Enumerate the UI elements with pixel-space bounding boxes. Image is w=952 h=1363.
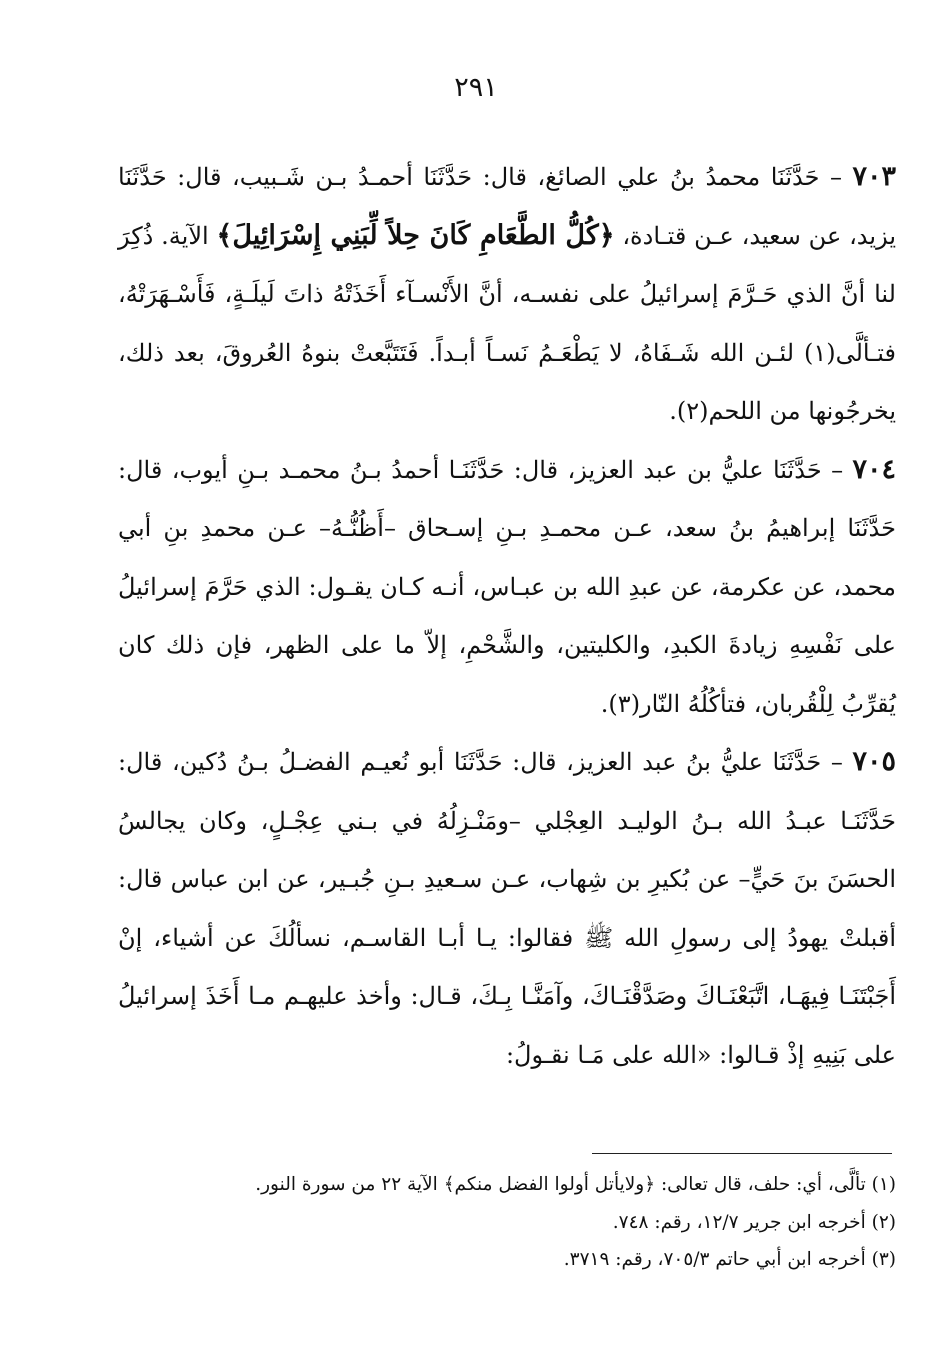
hadith-entry-704 — [118, 441, 896, 734]
footnote-divider — [592, 1153, 892, 1154]
hadith-text-part: – حَدَّثَنَا عليُّ بنُ عبد العزيز، قال: حَدَّثَنَا أبو نُعيـم الفضـلُ بـنُ دُكين، قال: حَدَّثَنَـا عبـدُ الله بـنُ الوليـد العِجْلي –ومَنْـزِلُهُ في بـني عِجْـلٍ، وكان يجالسُ الحسَنَ بنَ حَيٍّ– عن بُكيرِ بن شِهاب، عـن سـعيدِ بـنِ جُبـير، عن ابن عباس قال: أقبلتْ يهودُ إلى رسولِ الله ﷺ فقالوا: يـا أبـا القاسـم، نسألُكَ عن أشياء، إنْ أَجَبْتَنَـا فِيهَـا، اتَّبَعْنَـاكَ وصَدَّقْنَـاكَ، وآمَنَّـا بِـكَ، قـال: وأخذ عليهـم مـا أَخَذَ إسرائيلُ على بَنِيهِ إذْ قـالوا: «الله على مَـا نقـولُ: — [118, 748, 896, 1069]
hadith-text — [118, 148, 896, 1084]
hadith-number: ٧٠٥ — [852, 746, 896, 777]
hadith-text-part: – حَدَّثَنَا محمدُ بنُ علي الصائغ، قال: حَدَّثَنَا أحمـدُ بـن شَـبيب، قال: حَدَّثَنَا يزيد، عن سعيد، عـن قتـادة، — [118, 163, 897, 250]
footnote-3: (٣) أخرجه ابن أبي حاتم ٧٠٥/٣، رقم: ٣٧١٩. — [563, 1249, 896, 1270]
hadith-text-part: الآية. ذُكِرَ لنا أنَّ الذي حَـرَّمَ إسرائيلُ على نفسـه، أنَّ الأَنْسـآء أَخَذَتْهُ ذاتَ لَيلَـةٍ، فَأَسْـهَرَتْهُ، فتـألَّى(١) لئـن الله شَـفَاهُ، لا يَطْعَـمُ نَسـاً أبـداً. فَتَتَبَّعتْ بنوهُ العُروقَ، بعد ذلك، يخرجُونها من اللحم(٢). — [118, 221, 896, 425]
page-number: ٢٩١ — [454, 72, 498, 103]
footnote-1: (١) تألَّى، أي: حلف، قال تعالى: ﴿ولايأتل أولوا الفضل منكم﴾ الآية ٢٢ من سورة النور. — [255, 1174, 896, 1195]
footnotes — [120, 1166, 896, 1279]
hadith-text-part: – حَدَّثَنَا عليُّ بن عبد العزيز، قال: حَدَّثَنَـا أحمدُ بـنُ محمـد بـنِ أيوب، قال: حَدَّثَنَا إبراهيمُ بنُ سعد، عـن محمـدِ بـنِ إسـحاق –أَظُنُّـهُ– عـن محمدِ بنِ أبي محمد، عن عكرمة، عن عبدِ الله بن عبـاس، أنـه كـان يقـول: الذي حَرَّمَ إسرائيلُ على نَفْسِهِ زيادةَ الكبدِ، والكليتين، والشَّحْمِ، إلاّ ما على الظهر، فإن ذلك كان يُقرِّبُ لِلْقُربان، فتأكُلُهُ النّار(٣). — [118, 455, 896, 718]
quran-verse: ﴿كُلُّ الطَّعَامِ كَانَ حِلاً لِّبَنِي إِسْرَائِيلَ﴾ — [216, 219, 615, 251]
footnote-2: (٢) أخرجه ابن جرير ١٢/٧، رقم: ٧٤٨. — [612, 1211, 896, 1233]
hadith-entry-705 — [118, 733, 896, 1084]
hadith-entry-703 — [118, 148, 896, 441]
hadith-number: ٧٠٤ — [852, 453, 896, 485]
hadith-number: ٧٠٣ — [852, 161, 896, 192]
